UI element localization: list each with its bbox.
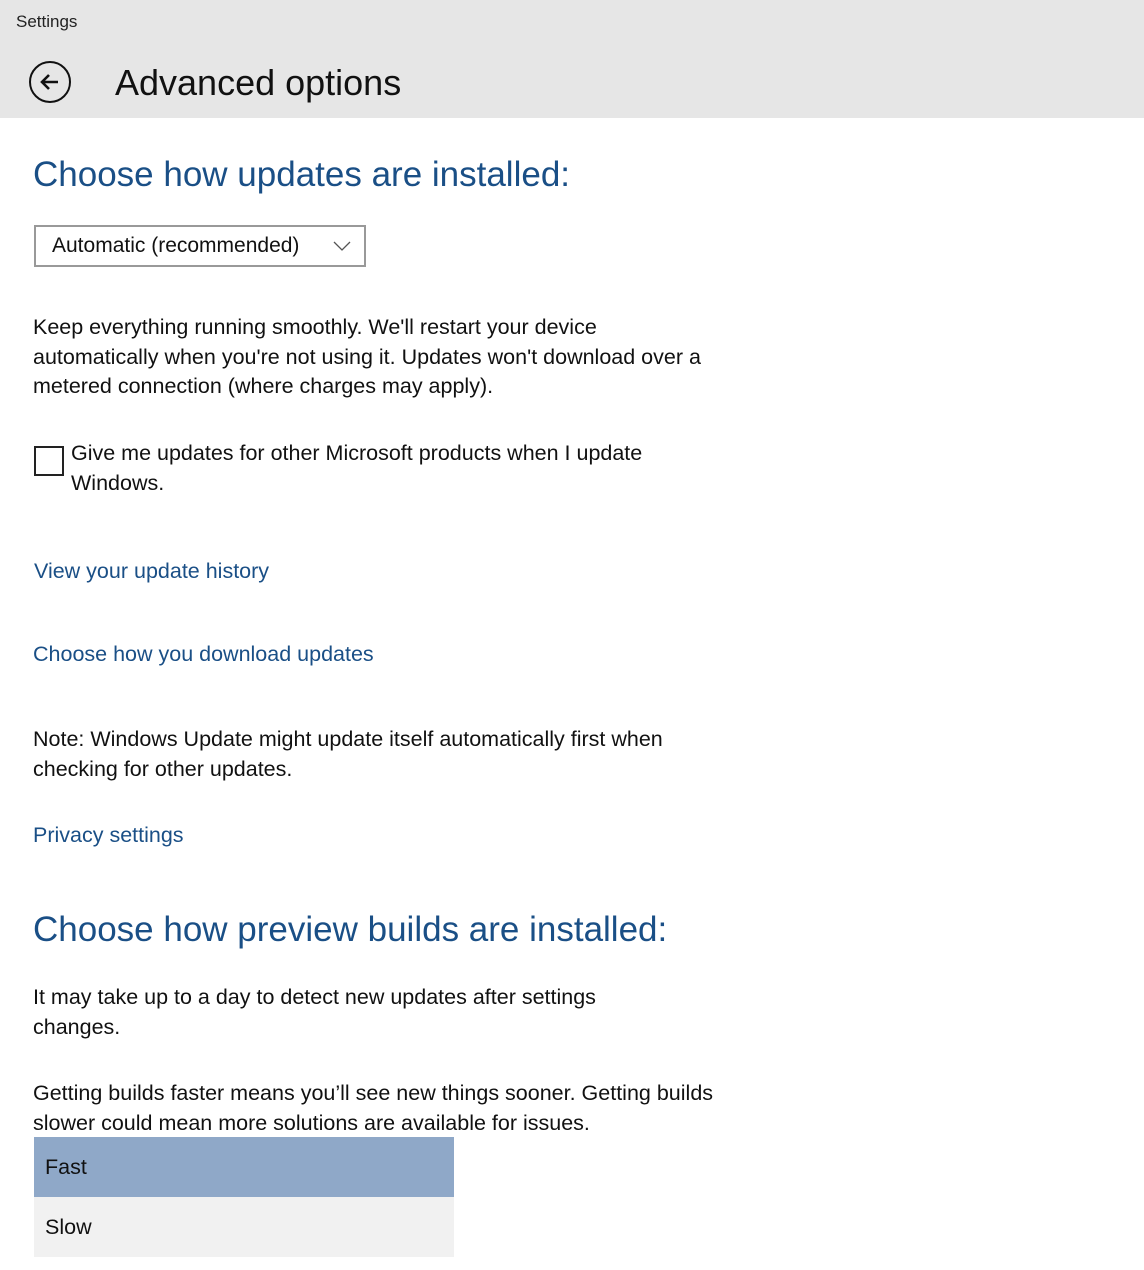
- install-mode-value: Automatic (recommended): [52, 234, 300, 257]
- title-bar: [0, 0, 1144, 118]
- chevron-down-icon: [332, 236, 352, 256]
- update-note: Note: Windows Update might update itself automatically first when checking for other updates.: [33, 727, 663, 781]
- option-fast-label: Fast: [45, 1154, 87, 1179]
- privacy-settings-link[interactable]: Privacy settings: [33, 823, 184, 847]
- app-title: Settings: [16, 12, 78, 31]
- other-products-label[interactable]: Give me updates for other Microsoft products when I update Windows.: [71, 441, 643, 495]
- other-products-checkbox[interactable]: [34, 446, 64, 476]
- download-updates-link[interactable]: Choose how you download updates: [33, 642, 374, 666]
- preview-heading: Choose how preview builds are installed:: [33, 910, 668, 949]
- page-title: Advanced options: [115, 62, 402, 103]
- detect-note: It may take up to a day to detect new updates after settings changes.: [33, 985, 596, 1039]
- back-button[interactable]: [29, 61, 71, 103]
- update-history-link[interactable]: View your update history: [34, 559, 270, 583]
- updates-heading: Choose how updates are installed:: [33, 155, 571, 194]
- option-slow[interactable]: [34, 1197, 454, 1257]
- speed-note: Getting builds faster means you’ll see new things sooner. Getting builds slower could mean more solutions are available for issues.: [33, 1081, 714, 1135]
- updates-description: Keep everything running smoothly. We'll restart your device automatically when you're not using it. Updates won't download over a metered connection (where charges may apply).: [33, 315, 701, 398]
- option-slow-label: Slow: [45, 1214, 92, 1239]
- install-mode-dropdown[interactable]: [34, 225, 366, 267]
- option-fast[interactable]: [34, 1137, 454, 1197]
- back-arrow-icon: [38, 70, 62, 94]
